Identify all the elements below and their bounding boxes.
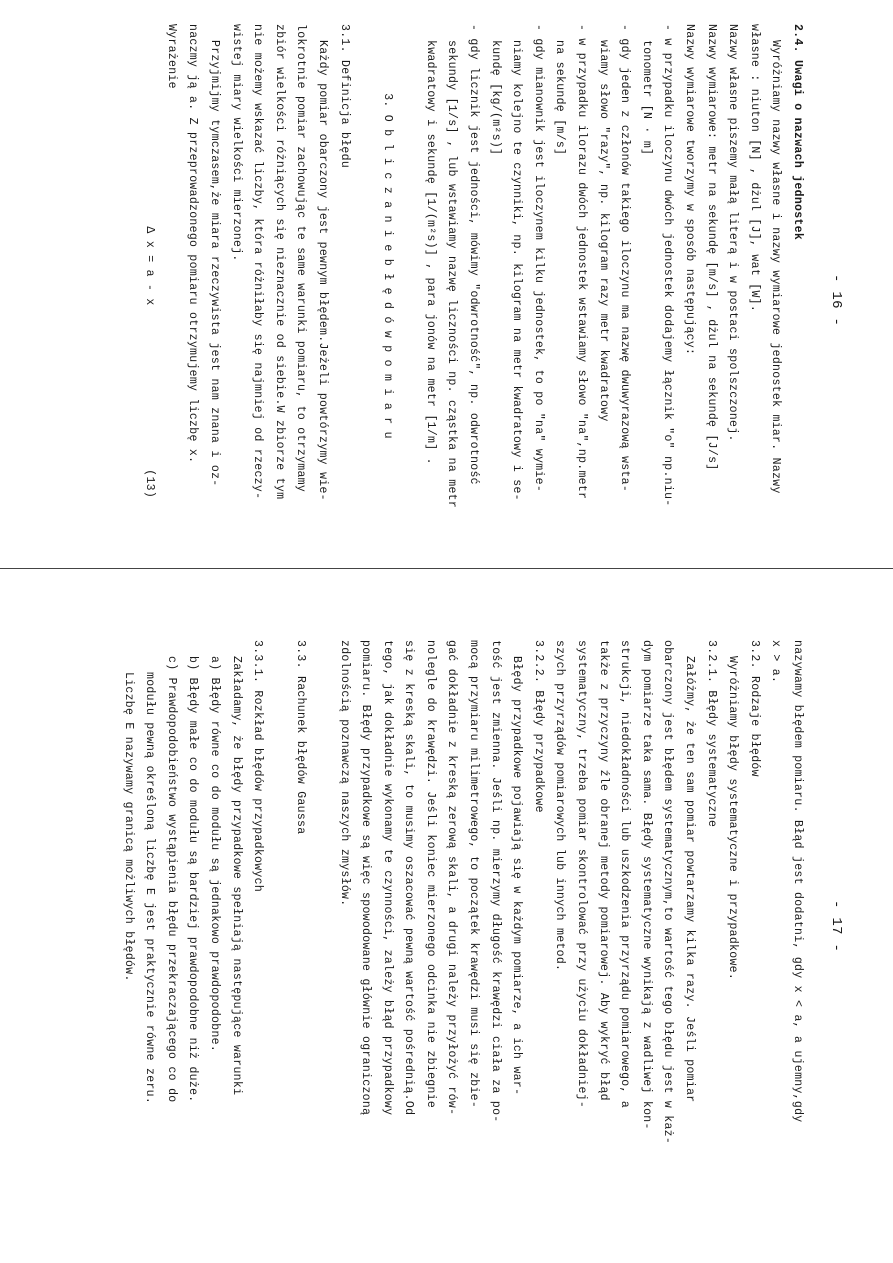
- text-line: na sekundę [m/s]: [553, 40, 567, 156]
- text-line: zbiór wielkości różniących się nieznacznie od siebie.W zbiorze tym: [272, 24, 286, 500]
- text-line: Nazwy wymiarowe tworzymy w sposób następujący:: [683, 24, 697, 356]
- page-number: - 17 -: [828, 900, 844, 953]
- page-17-body: [117, 640, 808, 1144]
- equation: Δ x = a - x: [143, 226, 157, 306]
- subsection-title-3-2: 3.2. Rodzaje błędów: [747, 640, 761, 777]
- text-line: modułu pewną określoną liczbę E jest praktycznie równe zeru.: [143, 672, 157, 1105]
- subsection-title-3-3: 3.3. Rachunek błędów Gaussa: [294, 640, 308, 835]
- text-line: pomiaru. Błędy przypadkowe są więc spowodowane głównie ograniczoną: [359, 640, 373, 1116]
- text-line: naczmy ją a. Z przeprowadzonego pomiaru otrzymujemy liczbę x.: [186, 24, 200, 464]
- text-line: gać dokładnie z kreską zerową skali, a drugi należy przyłożyć rów-: [445, 640, 459, 1116]
- text-line: Wyrażenie: [164, 24, 178, 89]
- text-line: nie możemy wskazać liczby, która różniłaby się najmniej od rzeczy-: [251, 24, 265, 500]
- text-line: Wyróżniamy błędy systematyczne i przypadkowe.: [726, 656, 740, 981]
- text-line: tonometr [N · m]: [639, 40, 653, 156]
- list-item: - gdy mianownik jest iloczynem kilku jednostek, to po "na" wymie-: [531, 24, 545, 493]
- text-line: obarczony jest błędem systematycznym,to wartość tego błędu jest w każ-: [661, 640, 675, 1145]
- text-line: systematyczny, trzeba pomiar skontrolować przy użyciu dokładniej-: [575, 640, 589, 1109]
- text-line: także z przyczyny źle obranej metody pomiarowej. Aby wykryć błąd: [596, 640, 610, 1101]
- list-item: - w przypadku ilorazu dwóch jednostek wstawiamy słowo "na",np.metr: [575, 24, 589, 500]
- text-line: zdolnością poznawczą naszych zmysłów.: [337, 640, 351, 907]
- page-number: - 16 -: [828, 274, 844, 327]
- text-line: Nazwy wymiarowe: metr na sekundę [m/s] , dżul na sekundę [J/s]: [704, 24, 718, 471]
- text-line: Wyróżniamy nazwy własne i nazwy wymiarowe jednostek miar. Nazwy: [769, 40, 783, 494]
- text-line: tego, jak dokładnie wykonamy te czynności, zależy błąd przypadkowy: [380, 640, 394, 1116]
- spacer: [355, 24, 377, 508]
- text-line: Zakładamy, że błędy przypadkowe spełniają następujące warunki: [229, 656, 243, 1096]
- list-item: b) Błędy małe co do modułu są bardziej prawdopodobne niż duże.: [186, 656, 200, 1103]
- subsection-title-3-3-1: 3.3.1. Rozkład błędów przypadkowych: [251, 640, 265, 893]
- text-line: Liczbę E nazywamy granicą możliwych błędów.: [121, 672, 135, 982]
- text-line: Nazwy własne piszemy małą literą i w postaci spolszczonej.: [726, 24, 740, 442]
- text-line: szych przyrządów pomiarowych lub innych metod.: [553, 640, 567, 972]
- text-line: tość jest zmienna. Jeśli np. mierzymy długość krawędzi ciała za po-: [488, 640, 502, 1123]
- page-fold-line: [0, 568, 893, 569]
- list-item: a) Błędy równe co do modułu są jednakowo prawdopodobne.: [207, 656, 221, 1053]
- equation-number: (13): [143, 469, 157, 499]
- text-line: wiamy słowo "razy", np. kilogram razy metr kwadratowy: [596, 40, 610, 422]
- equation-row: [139, 24, 161, 508]
- list-item: - gdy jeden z członów takiego iloczynu ma nazwę dwuwyrazową wsta-: [618, 24, 632, 493]
- text-line: Każdy pomiar obarczony jest pewnym błędem.Jeżeli powtórzymy wie-: [315, 40, 329, 501]
- text-line: dym pomiarze taka sama. Błędy systematyczne wynikają z wadliwej kon-: [639, 640, 653, 1130]
- text-line: niamy kolejno te czynniki, np. kilogram na metr kwadratowy i se-: [510, 40, 524, 501]
- text-line: Przyjmijmy tymczasem,że miara rzeczywista jest nam znana i oz-: [207, 40, 221, 487]
- text-line: Załóżmy, że ten sam pomiar powtarzamy kilka razy. Jeśli pomiar: [683, 656, 697, 1103]
- text-line: mocą przymiaru milimetrowego, to początek krawędzi musi się zbie-: [467, 640, 481, 1109]
- section-heading-2-4: 2.4. Uwagi o nazwach jednostek: [791, 24, 804, 241]
- text-line: strukcji, niedokładności lub uszkodzenia przyrządu pomiarowego, a: [618, 640, 632, 1109]
- spacer: [311, 640, 333, 1144]
- subsection-title-3-2-2: 3.2.2. Błędy przypadkowe: [531, 640, 545, 813]
- text-line: nazywamy błędem pomiaru. Błąd jest dodatni, gdy x < a, a ujemny,gdy: [791, 640, 804, 1123]
- spacer: [268, 640, 290, 1144]
- subsection-title-3-1: 3.1. Definicja błędu: [337, 24, 351, 169]
- text-line: kwadratowy i sekundę [1/(m²s)] , para jonów na metr [1/m] .: [423, 40, 437, 465]
- list-item: - w przypadku iloczynu dwóch jednostek dodajemy łącznik "o" np.niu-: [661, 24, 675, 507]
- text-line: x > a.: [769, 640, 783, 684]
- list-item: - gdy licznik jest jedności, mówimy "odwrotność", np. odwrotność: [467, 24, 481, 485]
- text-line: własne : niuton [N] , dżul [J], wat [W].: [747, 24, 761, 313]
- text-line: lokrotnie pomiar zachowując te same warunki pomiaru, to otrzymamy: [294, 24, 308, 493]
- text-line: kundę [kg/(m²s)]: [488, 40, 502, 156]
- chapter-heading: 3. O b l i c z a n i e b ł ę d ó w p o m i a r u: [380, 93, 394, 439]
- text-line: Błędy przypadkowe pojawiają się w każdym pomiarze, a ich war-: [510, 656, 524, 1096]
- text-line: sekundy [1/s] , lub wstawiamy nazwę liczności np. cząstka na metr: [445, 40, 459, 509]
- text-line: wistej miary wielkości mierzonej.: [229, 24, 243, 262]
- list-item: c) Prawdopodobieństwo wystąpienia błędu przekraczającego co do: [164, 656, 178, 1103]
- spacer: [398, 24, 420, 508]
- subsection-title-3-2-1: 3.2.1. Błędy systematyczne: [704, 640, 718, 828]
- text-line: nolegle do krawędzi. Jeśli koniec mierzonego odcinka nie zbiegnie: [423, 640, 437, 1109]
- page-16-body: [139, 24, 808, 508]
- text-line: się z kreską skali, to musimy oszacować pewną wartość pośrednią.Od: [402, 640, 416, 1116]
